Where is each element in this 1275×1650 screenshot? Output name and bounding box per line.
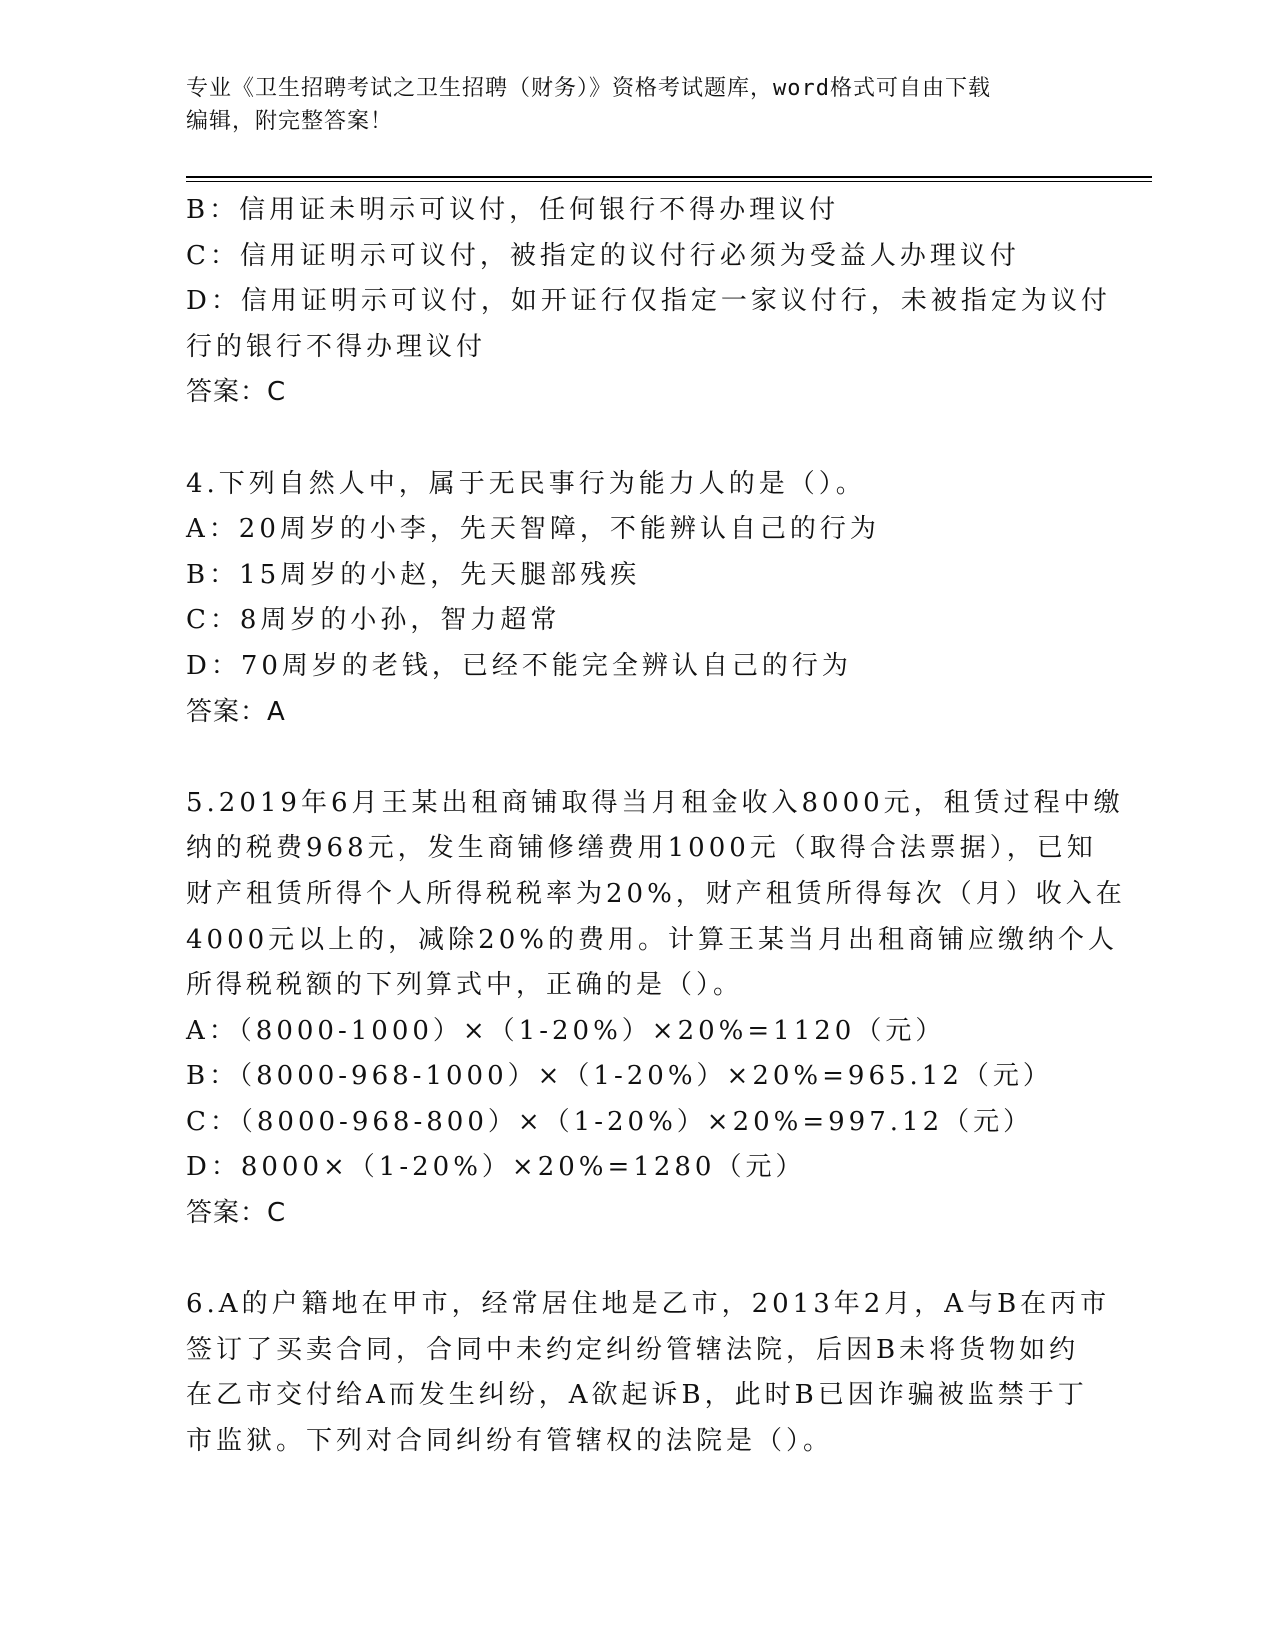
q4-option-b: B：15周岁的小赵，先天腿部残疾 <box>186 559 641 590</box>
q5-option-b: B：（8000-968-1000）×（1-20%）×20%=965.12（元） <box>186 1061 1053 1092</box>
q3-option-d-line-2: 行的银行不得办理议付 <box>186 331 487 362</box>
q5-stem-line-3: 财产租赁所得个人所得税税率为20%，财产租赁所得每次（月）收入在 <box>186 878 1126 909</box>
header-line-2: 编辑，附完整答案！ <box>186 109 394 134</box>
header-divider-thick <box>186 176 1152 178</box>
question-3 <box>186 188 1111 416</box>
q4-answer: 答案：A <box>186 696 286 727</box>
q5-stem-line-5: 所得税税额的下列算式中，正确的是（）。 <box>186 970 744 1001</box>
q6-stem-line-4: 市监狱。下列对合同纠纷有管辖权的法院是（）。 <box>186 1426 834 1457</box>
q5-option-d: D：8000×（1-20%）×20%=1280（元） <box>186 1152 806 1183</box>
q5-answer: 答案：C <box>186 1198 287 1229</box>
spacer <box>186 1237 1076 1283</box>
q3-answer: 答案：C <box>186 377 287 408</box>
q5-stem-line-2: 纳的税费968元，发生商铺修缮费用1000元（取得合法票据），已知 <box>186 833 1097 864</box>
document-header <box>186 72 1086 138</box>
q4-stem: 4.下列自然人中，属于无民事行为能力人的是（）。 <box>186 468 866 499</box>
question-5 <box>186 781 1126 1237</box>
q3-option-c: C：信用证明示可议付，被指定的议付行必须为受益人办理议付 <box>186 240 1020 271</box>
q5-option-c: C：（8000-968-800）×（1-20%）×20%=997.12（元） <box>186 1106 1034 1137</box>
q6-stem-line-2: 签订了买卖合同，合同中未约定纠纷管辖法院，后因B未将货物如约 <box>186 1334 1080 1365</box>
question-6 <box>186 1282 1111 1464</box>
q4-option-d: D：70周岁的老钱，已经不能完全辨认自己的行为 <box>186 650 852 681</box>
q5-stem-line-4: 4000元以上的，减除20%的费用。计算王某当月出租商铺应缴纳个人 <box>186 924 1118 955</box>
q4-option-c: C：8周岁的小孙，智力超常 <box>186 605 561 636</box>
question-content <box>186 188 1126 1465</box>
spacer <box>186 416 1076 462</box>
q5-option-a: A：（8000-1000）×（1-20%）×20%=1120（元） <box>186 1015 946 1046</box>
q6-stem-line-1: 6.A的户籍地在甲市，经常居住地是乙市，2013年2月，A与B在丙市 <box>186 1289 1111 1320</box>
q6-stem-line-3: 在乙市交付给A而发生纠纷，A欲起诉B，此时B已因诈骗被监禁于丁 <box>186 1380 1088 1411</box>
q3-option-b: B：信用证未明示可议付，任何银行不得办理议付 <box>186 195 840 225</box>
header-line-1: 专业《卫生招聘考试之卫生招聘（财务）》资格考试题库，word格式可自由下载 <box>186 76 991 101</box>
question-4 <box>186 462 1076 736</box>
q3-option-d-line-1: D：信用证明示可议付，如开证行仅指定一家议付行，未被指定为议付 <box>186 286 1111 317</box>
q4-option-a: A：20周岁的小李，先天智障，不能辨认自己的行为 <box>186 514 880 545</box>
spacer <box>186 735 1076 781</box>
q5-stem-line-1: 5.2019年6月王某出租商铺取得当月租金收入8000元，租赁过程中缴 <box>186 787 1124 818</box>
header-divider-thin <box>186 181 1152 182</box>
